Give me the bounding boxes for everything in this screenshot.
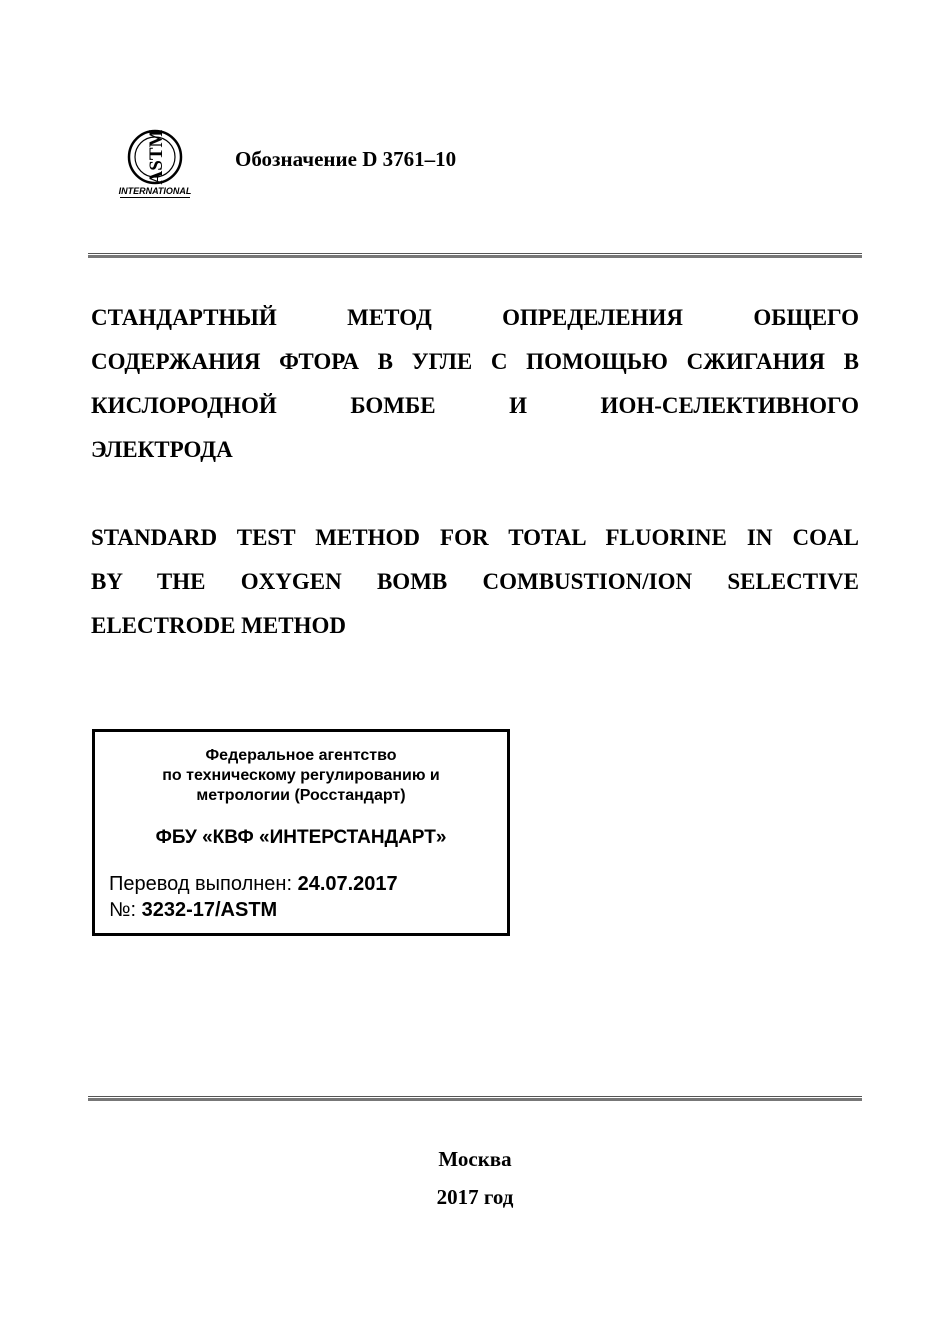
designation: Обозначение D 3761–10 <box>235 147 457 171</box>
translation-label: Перевод выполнен: <box>109 873 293 895</box>
agency-name <box>95 746 507 806</box>
title-ru-line: ЭЛЕКТРОДА <box>91 437 233 462</box>
publication-city: Москва <box>438 1147 512 1171</box>
top-divider <box>88 253 862 259</box>
translation-date: 24.07.2017 <box>297 873 398 895</box>
publication-year: 2017 год <box>436 1185 514 1209</box>
astm-international-logo-icon <box>112 128 198 200</box>
title-ru-line: СОДЕРЖАНИЯ ФТОРА В УГЛЕ С ПОМОЩЬЮ СЖИГАНИЯ В <box>91 349 859 374</box>
translation-stamp <box>92 729 510 936</box>
translation-number: 3232-17/ASTM <box>141 899 278 921</box>
title-ru-line: СТАНДАРТНЫЙ МЕТОД ОПРЕДЕЛЕНИЯ ОБЩЕГО <box>91 305 859 330</box>
translation-date-line <box>109 873 398 896</box>
logo-mark-text: ASTM <box>146 129 167 185</box>
astm-logo <box>112 128 198 200</box>
title-en-line: ELECTRODE METHOD <box>91 613 346 638</box>
agency-line: Федеральное агентство <box>205 747 397 764</box>
translation-number-line <box>109 899 277 922</box>
number-label: №: <box>109 899 137 921</box>
bottom-divider <box>88 1096 862 1102</box>
organization-name: ФБУ «КВФ «ИНТЕРСТАНДАРТ» <box>155 827 447 848</box>
agency-line: метрологии (Росстандарт) <box>196 787 406 804</box>
title-en-line: BY THE OXYGEN BOMB COMBUSTION/ION SELECTIVE <box>91 569 859 594</box>
logo-caption: INTERNATIONAL <box>118 186 192 196</box>
title-russian <box>91 296 859 472</box>
title-ru-line: КИСЛОРОДНОЙ БОМБЕ И ИОН-СЕЛЕКТИВНОГО <box>91 393 859 418</box>
agency-line: по техническому регулированию и <box>162 767 440 784</box>
title-english <box>91 516 859 648</box>
title-en-line: STANDARD TEST METHOD FOR TOTAL FLUORINE IN COAL <box>91 525 859 550</box>
